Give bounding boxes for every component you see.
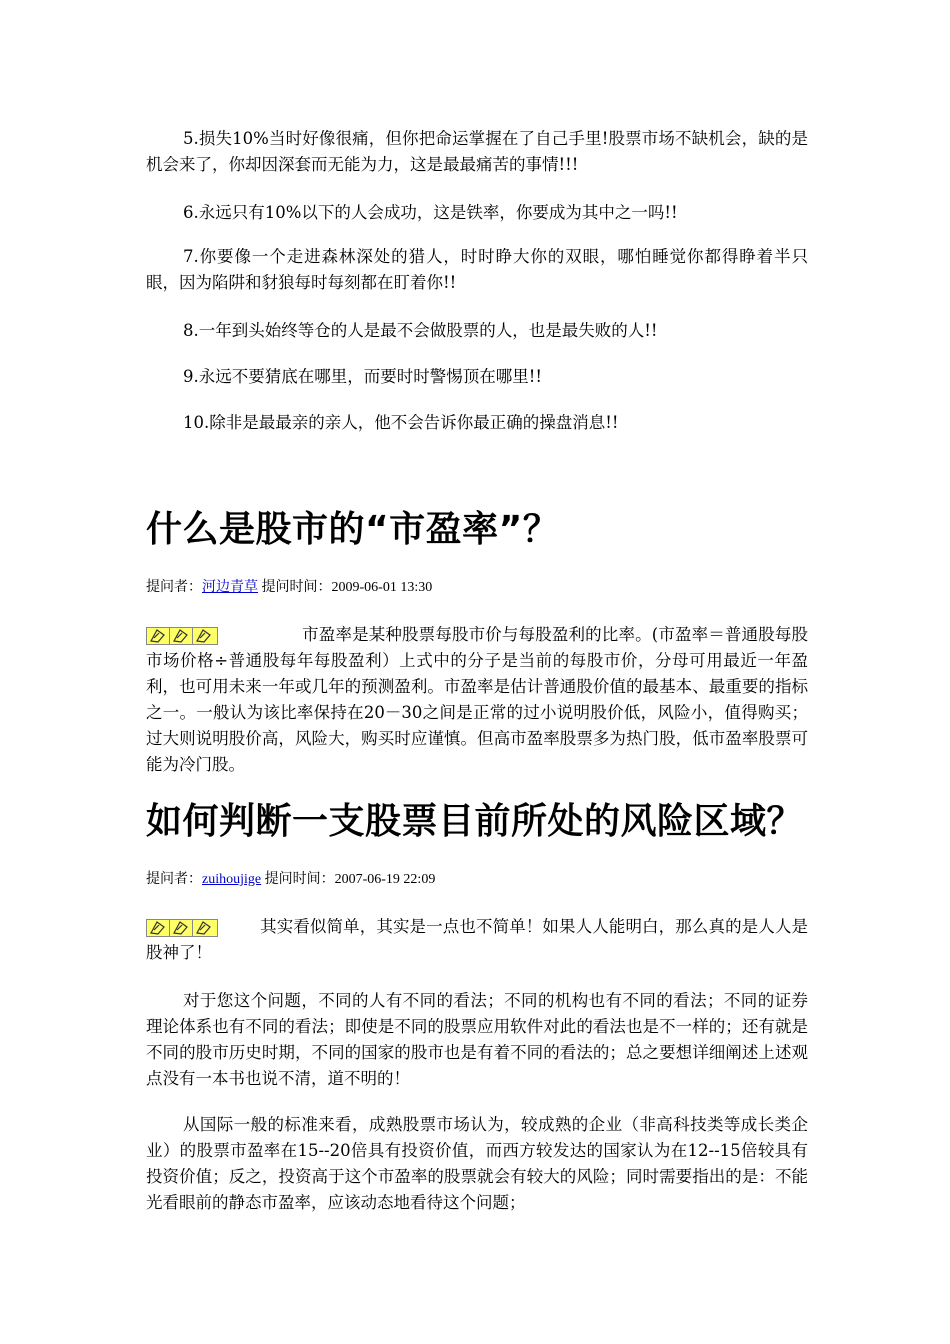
section1-answer <box>146 622 808 778</box>
list-item-6: 6.永远只有10%以下的人会成功，这是铁率，你要成为其中之一吗!! <box>183 203 678 222</box>
section2-paragraph-2: 从国际一般的标准来看，成熟股票市场认为，较成熟的企业（非高科技类等成长类企业）的股票市盈率在15--20倍具有投资价值，而西方较发达的国家认为在12--15倍较具有投资价值；反之，投资高于这个市盈率的股票就会有较大的风险；同时需要指出的是：不能光看眼前的静态市盈率，应该动态地看待这个问题； <box>146 1115 808 1212</box>
answer-text: 市盈率是某种股票每股市价与每股盈利的比率。(市盈率＝普通股每股市场价格÷普通股每年每股盈利）上式中的分子是当前的每股市价，分母可用最近一年盈利，也可用未来一年或几年的预测盈利。市盈率是估计普通股价值的最基本、最重要的指标之一。一般认为该比率保持在20－30之间是正常的过小说明股价低，风险小，值得购买；过大则说明股价高，风险大，购买时应谨慎。但高市盈率股票多为热门股，低市盈率股票可能为冷门股。 <box>146 625 808 774</box>
rating-stars-icon <box>146 919 218 937</box>
time-label: 提问时间： <box>261 872 335 887</box>
section2-paragraph-1: 对于您这个问题，不同的人有不同的看法；不同的机构也有不同的看法；不同的证券理论体系也有不同的看法；即使是不同的股票应用软件对此的看法也是不一样的；还有就是不同的股市历史时期，不同的国家的股市也是有着不同的看法的；总之要想详细阐述上述观点没有一本书也说不清，道不明的！ <box>146 991 808 1088</box>
list-item-8: 8.一年到头始终等仓的人是最不会做股票的人，也是最失败的人!! <box>183 321 658 340</box>
asker-label: 提问者： <box>146 872 202 887</box>
section2-meta <box>146 870 435 890</box>
section1-meta <box>146 578 432 598</box>
asker-label: 提问者： <box>146 580 202 595</box>
question-time: 2009-06-01 13:30 <box>331 580 433 595</box>
question-time: 2007-06-19 22:09 <box>334 872 436 887</box>
section2-answer-intro <box>146 914 808 966</box>
rating-stars-icon <box>146 627 218 645</box>
list-item-10: 10.除非是最最亲的亲人，他不会告诉你最正确的操盘消息!! <box>183 413 619 432</box>
asker-link[interactable]: 河边青草 <box>202 580 258 595</box>
time-label: 提问时间： <box>258 580 332 595</box>
answer-text: 其实看似简单，其实是一点也不简单！如果人人能明白，那么真的是人人是股神了！ <box>146 917 808 962</box>
asker-link[interactable]: zuihoujige <box>202 872 262 887</box>
list-item-5: 5.损失10%当时好像很痛，但你把命运掌握在了自己手里!股票市场不缺机会，缺的是机会来了，你却因深套而无能为力，这是最最痛苦的事情!!! <box>146 129 808 174</box>
section2-title: 如何判断一支股票目前所处的风险区域？ <box>146 801 804 842</box>
section1-title: 什么是股市的“市盈率”？ <box>146 509 560 550</box>
list-item-7: 7.你要像一个走进森林深处的猎人，时时睁大你的双眼，哪怕睡觉你都得睁着半只眼，因为陷阱和豺狼每时每刻都在盯着你!! <box>146 247 808 292</box>
list-item-9: 9.永远不要猜底在哪里，而要时时警惕顶在哪里!! <box>183 367 543 386</box>
